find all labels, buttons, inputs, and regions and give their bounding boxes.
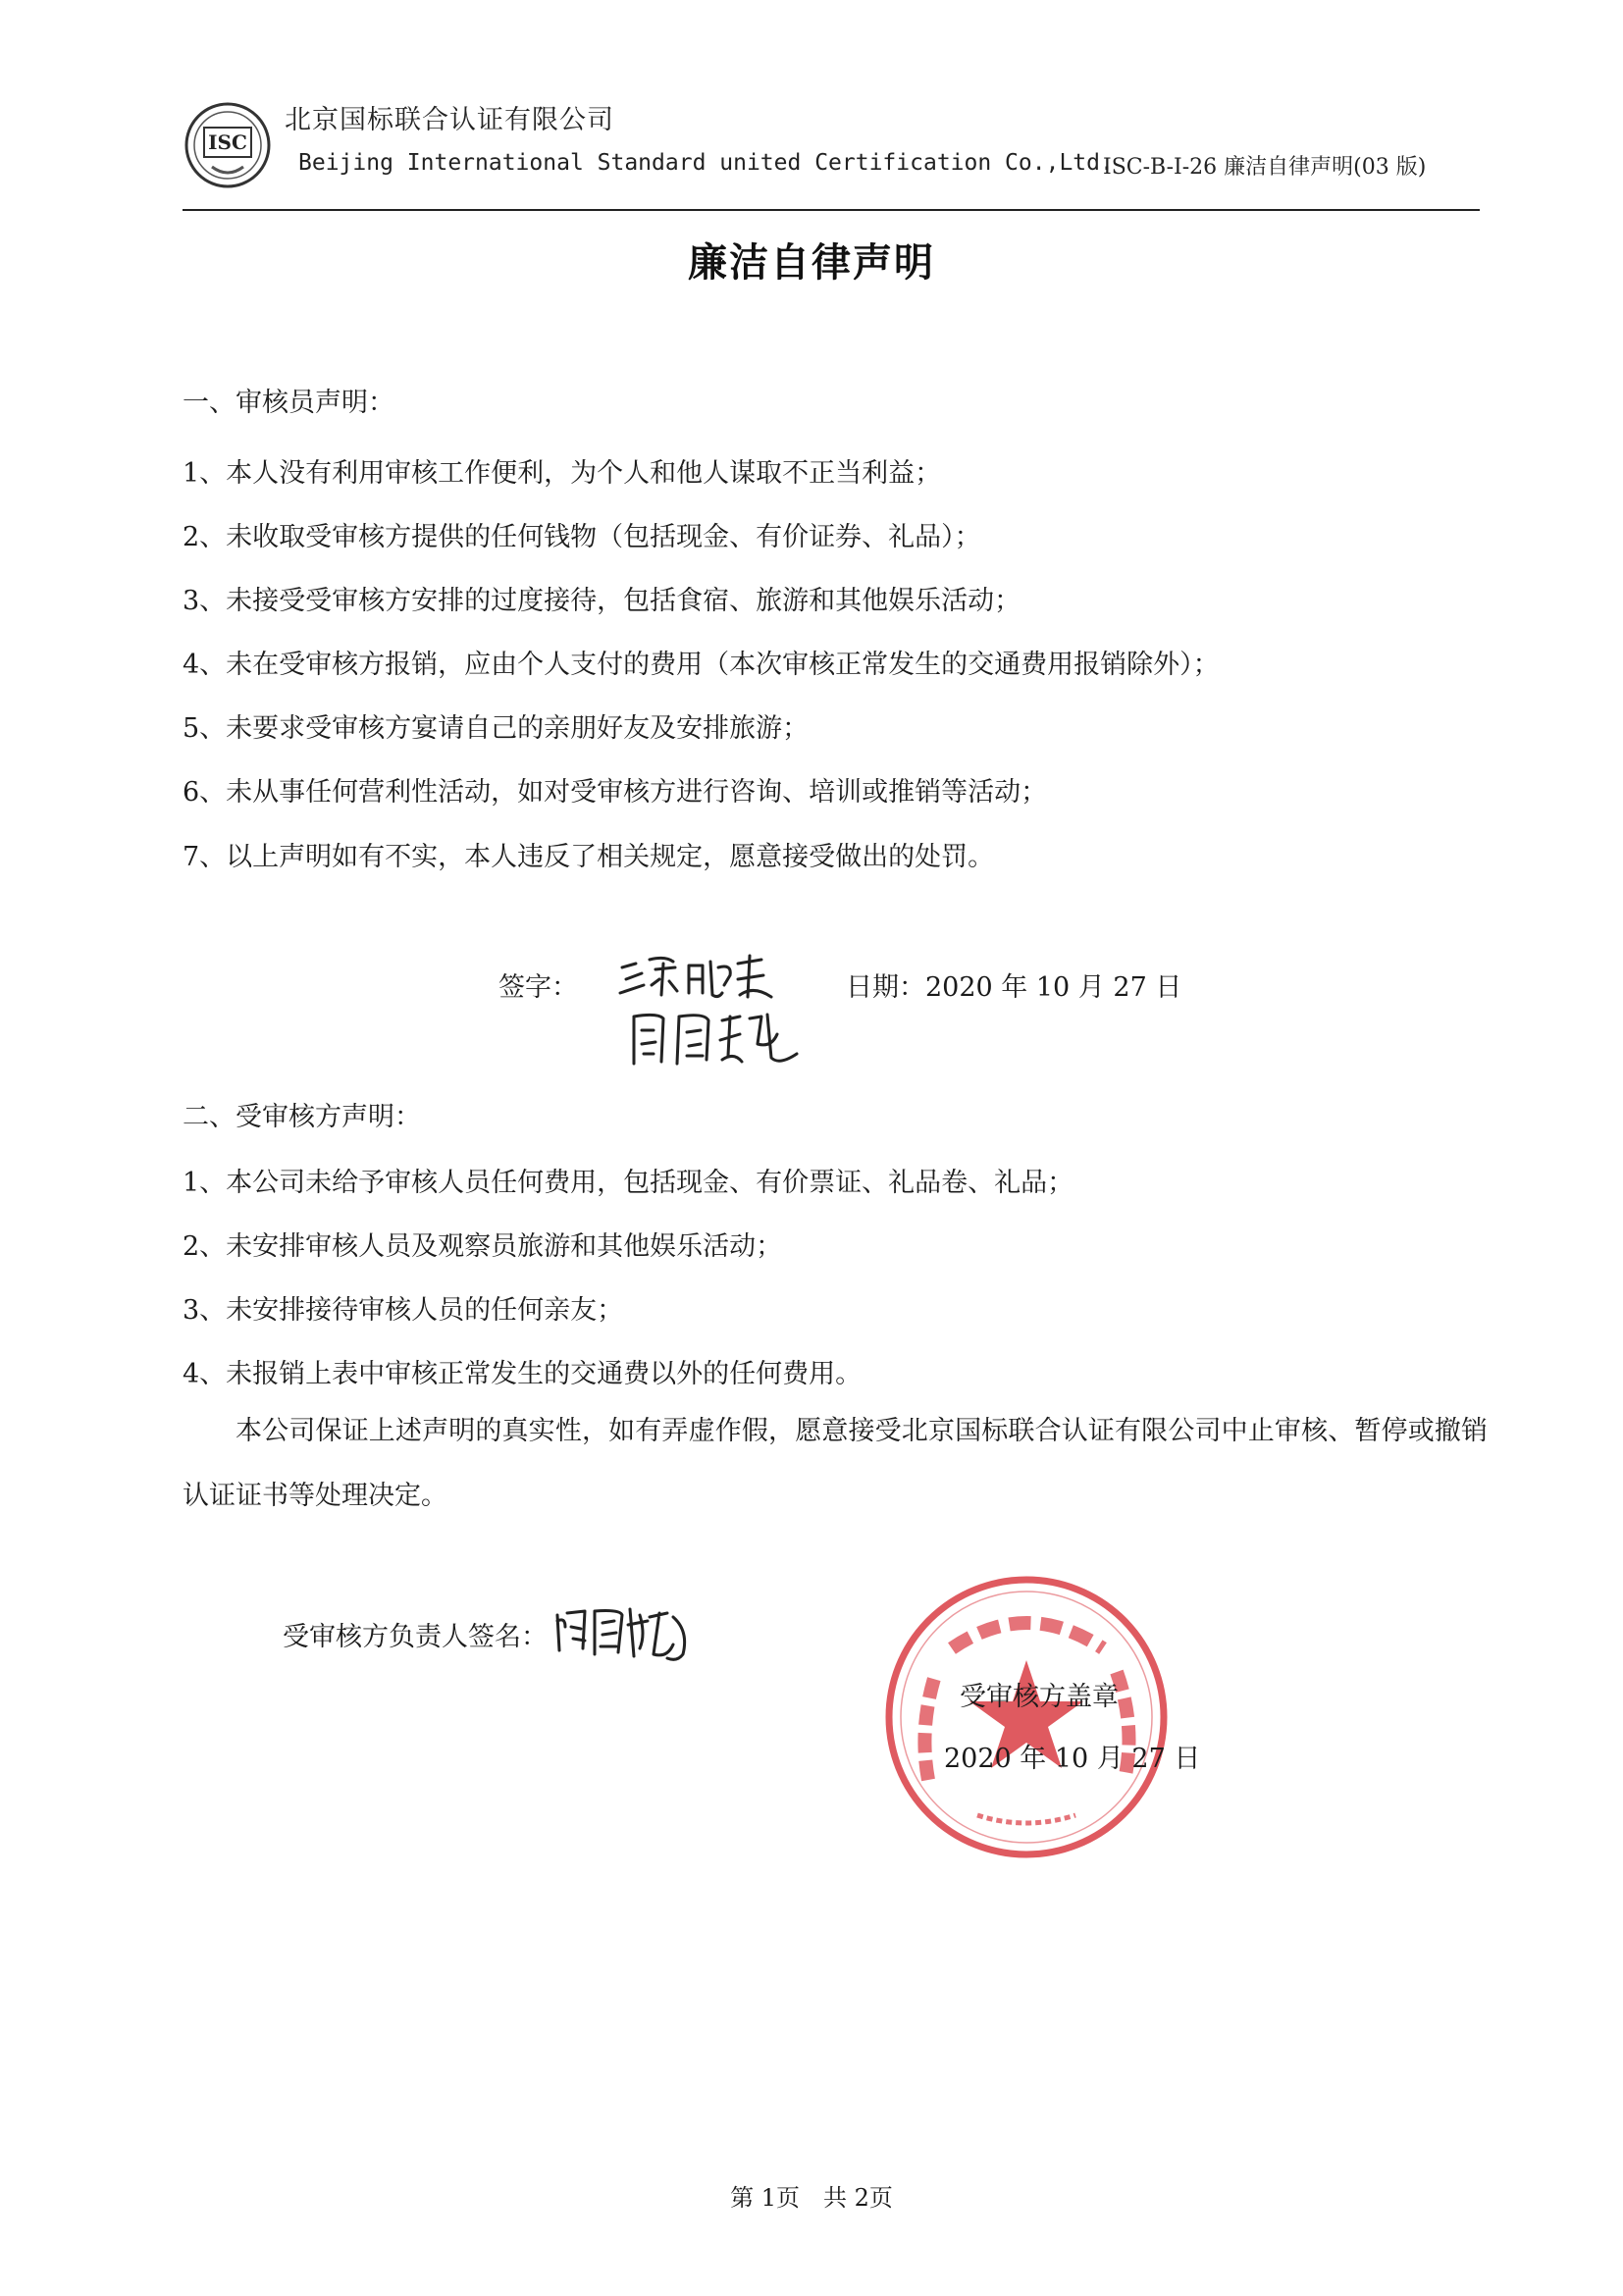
auditor-item: 7、以上声明如有不实，本人违反了相关规定，愿意接受做出的处罚。 [183, 842, 995, 872]
auditee-item: 3、未安排接待审核人员的任何亲友； [183, 1295, 624, 1326]
seal-date: 2020 年 10 月 27 日 [944, 1744, 1201, 1774]
seal-label: 受审核方盖章 [960, 1682, 1119, 1712]
auditor-item: 5、未要求受审核方宴请自己的亲朋好友及安排旅游； [183, 713, 810, 744]
isc-logo [183, 98, 273, 192]
auditee-item: 1、本公司未给予审核人员任何费用，包括现金、有价票证、礼品卷、礼品； [183, 1168, 1074, 1198]
page-number: 第 1页 共 2页 [730, 2184, 893, 2212]
guarantee-paragraph: 本公司保证上述声明的真实性，如有弄虚作假，愿意接受北京国标联合认证有限公司中止审核、暂停或撤销认证证书等处理决定。 [183, 1416, 1488, 1511]
form-code: ISC-B-I-26 廉洁自律声明(03 版) [1103, 155, 1427, 180]
auditor-signature [616, 946, 793, 1005]
auditee-item: 2、未安排审核人员及观察员旅游和其他娱乐活动； [183, 1231, 783, 1262]
auditor-section-heading: 一、审核员声明： [183, 388, 394, 418]
auditor-date: 日期：2020 年 10 月 27 日 [846, 972, 1182, 1003]
responsible-person-label: 受审核方负责人签名： [283, 1622, 548, 1652]
company-name-en: Beijing International Standard united Certification Co.,Ltd. [298, 150, 1114, 176]
company-seal-stamp [879, 1570, 1174, 1864]
header-divider [183, 209, 1480, 211]
auditor-item: 3、未接受受审核方安排的过度接待，包括食宿、旅游和其他娱乐活动； [183, 586, 1021, 616]
document-title: 廉洁自律声明 [688, 240, 935, 286]
sign-label: 签字： [498, 972, 578, 1003]
responsible-person-signature [551, 1601, 699, 1664]
auditee-item: 4、未报销上表中审核正常发生的交通费以外的任何费用。 [183, 1359, 863, 1389]
company-name-cn: 北京国标联合认证有限公司 [285, 105, 614, 135]
auditor-item: 6、未从事任何营利性活动，如对受审核方进行咨询、培训或推销等活动； [183, 777, 1048, 808]
logo-text: ISC [208, 130, 247, 154]
auditor-item: 2、未收取受审核方提供的任何钱物（包括现金、有价证券、礼品）； [183, 522, 981, 552]
auditor-item: 4、未在受审核方报销，应由个人支付的费用（本次审核正常发生的交通费用报销除外）； [183, 650, 1220, 680]
auditee-section-heading: 二、受审核方声明： [183, 1102, 421, 1132]
auditor-signature [624, 1005, 820, 1071]
auditor-item: 1、本人没有利用审核工作便利，为个人和他人谋取不正当利益； [183, 458, 942, 489]
